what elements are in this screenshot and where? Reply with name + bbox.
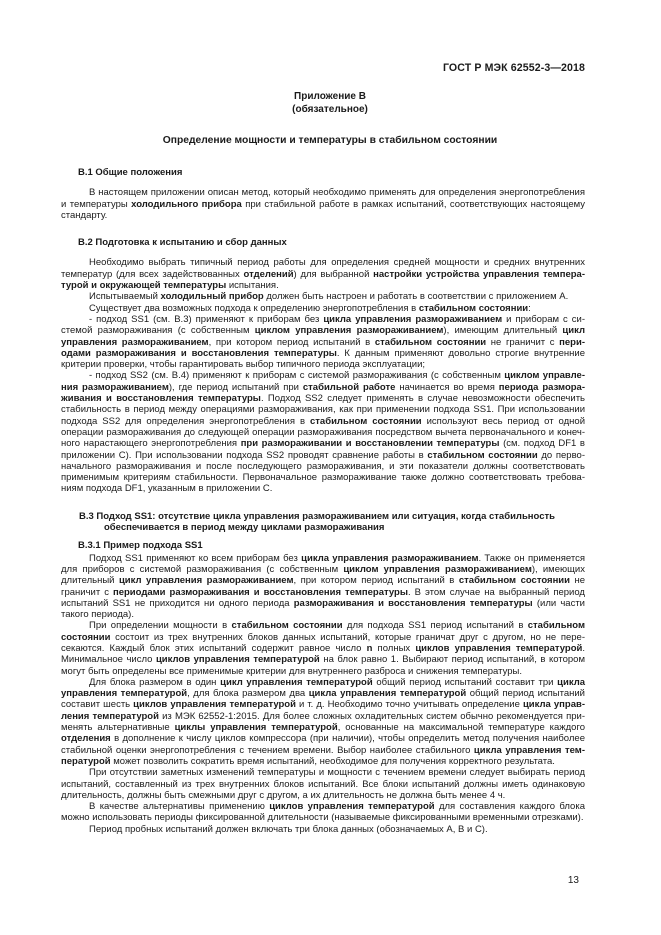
- text-run: ), имеющих длительный: [61, 563, 585, 587]
- defined-term: цикл управления температурой: [220, 676, 373, 688]
- text-run: (см. подход DF1 в приложении С). При использовании подхода SS2 проводят сравнение работы в: [61, 438, 585, 461]
- text-run: - подход SS2 (см. В.4) применяют к приборам с системой размораживания (с собственным: [89, 370, 505, 382]
- text-run: состоит из трех внутренних блоков данных испытаний, которые граничат друг с другом, но не пересекаются. Каждый блок этих испытаний содержит равное число: [61, 631, 585, 654]
- defined-term: цикла управления размораживанием: [323, 313, 503, 325]
- subsection-heading-b3-1: В.3.1 Пример подхода SS1: [78, 540, 203, 552]
- defined-term: циклов управления температурой: [415, 642, 583, 654]
- defined-term: циклов управления температурой: [269, 801, 435, 813]
- text-run: При определении мощности в: [89, 620, 232, 632]
- defined-term: холодильного прибора: [131, 198, 242, 210]
- defined-term: циклов управления температурой: [155, 654, 320, 666]
- text-run: при стабильной работе в рамках испытаний, соответствующих настоящему стандарту.: [61, 198, 585, 221]
- paragraph: [61, 767, 585, 801]
- paragraph: [61, 303, 585, 314]
- text-run: и т. д. Необходимо точно учитывать определение: [295, 699, 523, 711]
- defined-term: циклы управления температурой: [174, 722, 338, 734]
- defined-term: циклом управления размораживанием: [254, 325, 444, 337]
- text-run: :: [528, 302, 531, 314]
- defined-term: стабильном состоянии: [458, 575, 570, 587]
- defined-term: цикла управления температурой: [308, 688, 467, 700]
- defined-term: холодильный прибор: [160, 291, 264, 303]
- text-run: , для блока размером два: [187, 688, 309, 700]
- standard-code-header: ГОСТ Р МЭК 62552-3—2018: [442, 62, 585, 74]
- text-run: В настоящем приложении описан метод, который необходимо применять для определения энергопотребления и температуры: [61, 187, 585, 210]
- text-run: В качестве альтернативы применению: [89, 801, 270, 813]
- text-run: ), где период испытаний при: [168, 381, 303, 393]
- text-run: не граничит с: [486, 336, 560, 348]
- paragraph: [61, 314, 585, 370]
- paragraph: [61, 553, 585, 621]
- defined-term: настройки устройства управления температурой и окружающей температуры: [61, 268, 585, 292]
- defined-term: отделения: [61, 733, 111, 745]
- paragraph: [61, 187, 585, 221]
- defined-term: цикла управления температурой: [61, 744, 585, 767]
- defined-term: стабильном состоянии: [374, 336, 487, 348]
- text-run: (или части такого периода).: [61, 597, 585, 621]
- defined-term: n: [366, 642, 373, 654]
- text-run: в дополнение к числу циклов компрессора (при наличии), чтобы определить метод получения наиболее стабильной оценки энергопотребления с течением времени. Выбор наиболее стабильного: [61, 733, 585, 756]
- text-run: не граничит с: [61, 575, 586, 598]
- text-run: используют весь период от одной операции размораживания до следующей операции размораживания посредством вычета первоначального и конечного нарастающего энергопотребления: [61, 415, 586, 450]
- text-run: и приборам с системой размораживания (с собственным: [61, 313, 585, 337]
- paragraph: [61, 620, 585, 676]
- text-run: , при котором период испытаний в: [208, 336, 375, 348]
- text-run: Необходимо выбрать типичный период работы для определения средней мощности и средних внутренних температур (для всех задействованных: [61, 257, 585, 280]
- text-run: Испытываемый: [89, 291, 161, 303]
- section-heading-b3: В.3 Подход SS1: отсутствие цикла управления размораживанием или ситуация, когда стабильность обеспечивается в период между циклами размораживания: [79, 510, 555, 534]
- defined-term: циклом управления размораживанием: [61, 370, 585, 393]
- text-run: общий период испытаний составит три: [372, 676, 558, 688]
- text-run: полных: [372, 642, 416, 654]
- text-run: . В этом случае на выбранный период испытаний SS1 не приходится ни одного периода: [61, 586, 585, 609]
- defined-term: при размораживании и восстановлении температуры: [240, 438, 500, 450]
- text-run: , основанные на максимальной температуре каждого: [337, 722, 586, 734]
- text-run: может позволить сократить время испытаний, необходимое для получения корректного результата.: [110, 755, 555, 767]
- text-run: . Подход SS2 следует применять в случае невозможности обеспечить стабильность в период между операциями размораживания, как при применении подхода SS1. При использовании подхода SS2 для определения энергопотребления в: [61, 393, 585, 427]
- defined-term: цикла управления температурой: [61, 699, 585, 722]
- text-run: ), имеющим длительный: [443, 325, 563, 337]
- text-run: Для блока размером в один: [89, 676, 221, 688]
- paragraph: [61, 824, 585, 835]
- section-heading-b2: В.2 Подготовка к испытанию и сбор данных: [78, 237, 287, 249]
- appendix-label: Приложение В: [294, 91, 366, 102]
- defined-term: стабильном состоянии: [231, 620, 343, 632]
- paragraph: [61, 257, 585, 291]
- text-run: Период пробных испытаний должен включать три блока данных (обозначаемых А, В и С).: [89, 823, 488, 835]
- defined-term: цикла управления размораживанием: [301, 552, 479, 564]
- text-run: начинается во время: [395, 381, 499, 393]
- defined-term: стабильном состоянии: [427, 449, 538, 461]
- text-run: - подход SS1 (см. В.3) применяют к приборам без: [89, 313, 324, 325]
- page-number: 13: [567, 875, 579, 886]
- text-run: общий период испытаний составит шесть: [61, 688, 585, 711]
- text-run: испытания.: [226, 280, 279, 292]
- text-run: Существует два возможных подхода к определению энергопотребления в: [89, 302, 419, 314]
- text-run: на блок равно 1. Выбирают период испытаний, в котором могут быть определены все применимые критерии для внутреннего разброса и снижения температуры.: [61, 654, 585, 677]
- paragraph: [61, 677, 585, 767]
- defined-term: цикла управления температурой: [61, 676, 586, 700]
- defined-term: циклом управления размораживанием: [343, 563, 532, 575]
- defined-term: циклов управления температурой: [133, 699, 296, 711]
- document-body: [61, 167, 585, 835]
- text-run: до первоначального размораживания и после последующего размораживания, и эти показатели должны соответствовать применимым критериям стабильности. Первоначальное размораживание также должно соответствовать требованиям подхода DF1, указанным в приложении С.: [61, 449, 585, 495]
- text-run: . Также он применяется для приборов с системой размораживания (с собственным: [61, 552, 585, 575]
- text-run: Подход SS1 применяют ко всем приборам без: [89, 552, 302, 564]
- text-run: . К данным применяют довольно строгие внутренние критерии проверки, чтобы гарантировать выбор типичного периода эксплуатации;: [61, 347, 585, 371]
- defined-term: цикл управления размораживанием: [118, 575, 294, 587]
- defined-term: отделений: [243, 268, 294, 280]
- paragraph: [61, 291, 585, 302]
- appendix-title: Определение мощности и температуры в стабильном состоянии: [162, 135, 498, 146]
- paragraph: [61, 370, 585, 494]
- appendix-status: (обязательное): [292, 104, 368, 115]
- defined-term: стабильном состоянии: [310, 415, 422, 427]
- text-run: . Минимальное число: [61, 642, 585, 666]
- text-run: , при котором период испытаний в: [293, 575, 459, 587]
- defined-term: цикл управления размораживанием: [61, 325, 585, 348]
- defined-term: стабильной работе: [302, 381, 396, 393]
- paragraph: [61, 801, 585, 824]
- section-heading-b1: В.1 Общие положения: [78, 167, 183, 178]
- text-run: должен быть настроен и работать в соответствии с приложением А.: [263, 291, 569, 303]
- text-run: ) для выбранной: [293, 268, 374, 280]
- defined-term: размораживания и восстановления температуры: [293, 597, 533, 609]
- defined-term: периодами размораживания и восстановления температуры: [61, 336, 585, 359]
- defined-term: стабильном состоянии: [418, 302, 529, 314]
- defined-term: периодами размораживания и восстановления температуры: [112, 586, 408, 598]
- text-run: для составления каждого блока можно использовать периоды фиксированной длительности (называемые фиксированными временными отрезками).: [61, 801, 585, 824]
- defined-term: периода размораживания и восстановления температуры: [61, 381, 586, 405]
- text-run: При отсутствии заметных изменений температуры и мощности с течением времени следует выбирать период испытаний, составленный из трех внутренних блоков испытаний. Все блоки испытаний должны иметь одинаковую длительность, должны быть смежными друг с другом, а их длительность не должна быть менее 4 ч.: [61, 767, 585, 801]
- text-run: из МЭК 62552-1:2015. Для более сложных охладительных систем обычно рекомендуется применять альтернативные: [61, 710, 585, 734]
- defined-term: стабильном состоянии: [61, 620, 585, 643]
- text-run: для подхода SS1 период испытаний в: [342, 620, 528, 632]
